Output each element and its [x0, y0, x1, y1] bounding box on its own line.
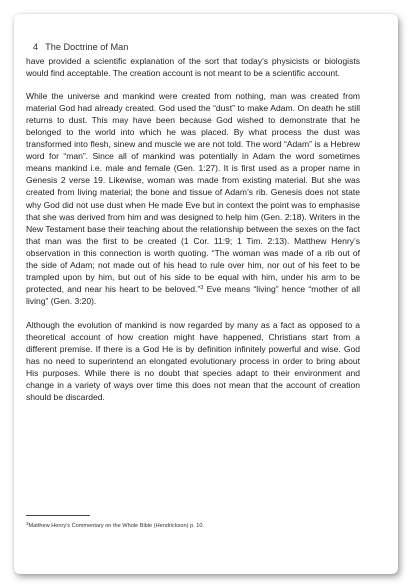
paragraph-evolution: Although the evolution of mankind is now regarded by many as a fact as opposed to a theoretical account of how creation might have happened, Christians start from a different premise. If there is a God He is by definition infinitely powerful and wise. God has no need to superintend an elongated evolutionary process in order to bring about His purposes. While there is no doubt that species adapt to their environment and change in a variety of ways over time this does not mean that the account of creation should be discarded. — [26, 319, 360, 403]
running-title: The Doctrine of Man — [45, 42, 129, 52]
footnote-text: Matthew Henry’s Commentary on the Whole Bible (Hendrickson) p. 10. — [28, 523, 205, 529]
paragraph-creation-of-man — [26, 90, 360, 307]
page-body — [26, 55, 360, 415]
footnote — [26, 523, 204, 529]
running-header — [33, 42, 128, 52]
footnote-marker: 3 — [26, 521, 29, 526]
paragraph-text: While the universe and mankind were created from nothing, man was created from material God had already created. God used the “dust” to make Adam. On death he still returns to dust. This may have been because God wished to demonstrate that he belonged to the world into which he was placed. By what process the dust was transformed into flesh, sinew and muscle we are not told. The word “Adam” is a Hebrew word for “man”. Since all of mankind was potentially in Adam the word sometimes means mankind i.e. male and female (Gen. 1:27). It is first used as a proper name in Genesis 2 verse 19. Likewise, woman was made from existing material. But she was created from living material; the bone and tissue of Adam’s rib. Genesis does not state why God did not use dust when He made Eve but in context the point was to emphasise that she was derived from him and was designed to help him (Gen. 2:18). Writers in the New Testament base their teaching about the relationship between the sexes on the fact that man was the first to be created (1 Cor. 11:9; 1 Tim. 2:13). Matthew Henry’s observation in this connection is worth quoting. “The woman was made of a rib out of the side of Adam; not made out of his head to rule over him, nor out of his feet to be trampled upon by him, but out of his side to be equal with him, under his arm to be protected, and near his heart to be beloved.” — [26, 91, 360, 294]
footnote-divider — [26, 515, 90, 516]
paragraph-text-tail: Eve means “living” hence “mother of all living” (Gen. 3:20). — [26, 283, 360, 306]
page-number: 4 — [33, 42, 39, 52]
footnote-reference: 3 — [200, 284, 204, 291]
paragraph-continuation: have provided a scientific explanation of the sort that today’s physicists or biologists would find acceptable. The creation account is not meant to be a scientific account. — [26, 56, 360, 79]
